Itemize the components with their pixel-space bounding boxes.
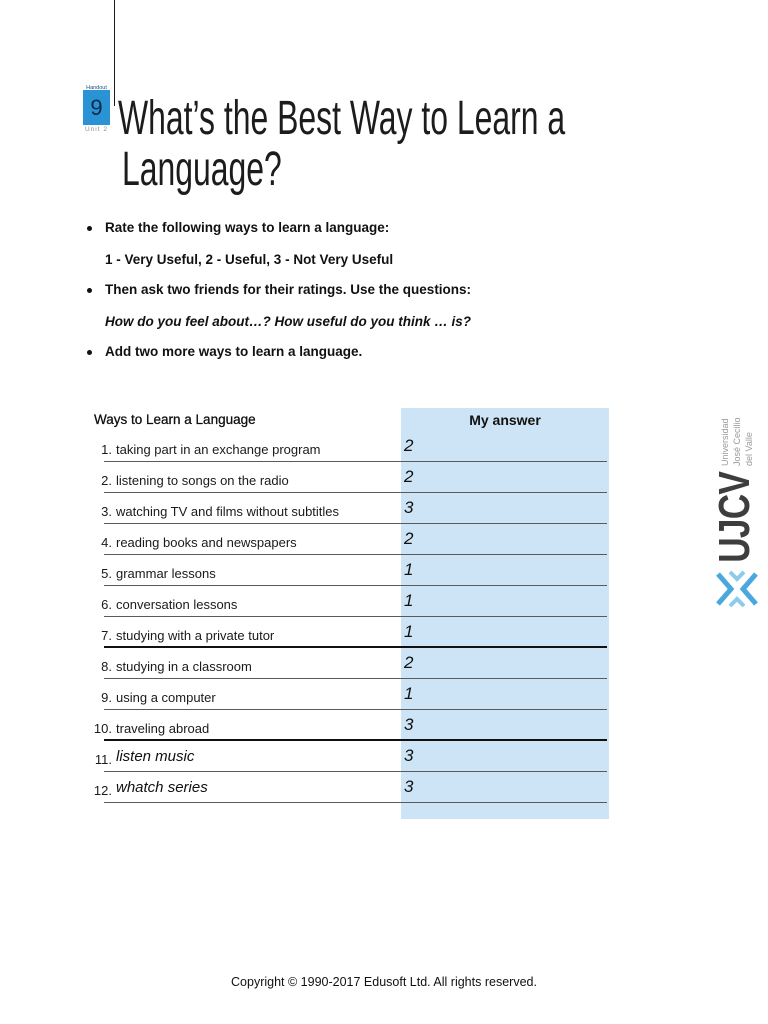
row-number: 8. (101, 659, 112, 674)
my-answer-value: 3 (404, 715, 414, 734)
my-answer-value: 3 (404, 746, 414, 765)
row-number: 4. (101, 535, 112, 550)
handout-label: Handout (86, 85, 107, 91)
table-row (93, 772, 607, 803)
way-label: watching TV and films without subtitles (116, 504, 340, 519)
row-number: 10. (93, 721, 112, 736)
table-row (101, 648, 607, 679)
title-line-1: What’s the Best Way to Learn a (118, 92, 566, 145)
my-answer-value: 2 (404, 436, 414, 455)
instruction-scale: 1 - Very Useful, 2 - Useful, 3 - Not Very Useful (105, 252, 394, 267)
row-number: 12. (93, 783, 112, 798)
university-name-line-2: José Cecilio (732, 417, 742, 466)
column-header-my-answer: My answer (469, 412, 541, 428)
table-row (94, 741, 607, 772)
way-label: conversation lessons (116, 597, 238, 612)
instruction-rate: Rate the following ways to learn a language: (105, 220, 390, 235)
my-answer-value: 2 (404, 653, 414, 672)
mark-chevron-top (730, 572, 744, 579)
university-name-logo-text (719, 410, 755, 466)
my-answer-value: 3 (404, 777, 414, 796)
unit-label: Unit 2 (85, 126, 108, 133)
row-number: 5. (101, 566, 112, 581)
university-name-line-1: Universidad (720, 418, 730, 466)
my-answer-value: 2 (404, 529, 414, 548)
row-number: 9. (101, 690, 112, 705)
my-answer-value: 1 (404, 684, 414, 703)
bullet-dot (87, 288, 92, 293)
column-header-ways: Ways to Learn a Language (94, 412, 256, 427)
way-label: reading books and newspapers (116, 535, 297, 550)
handout-number: 9 (90, 95, 103, 120)
way-label: using a computer (116, 690, 216, 705)
handout-number-badge (83, 90, 110, 125)
way-label-added: listen music (116, 748, 195, 765)
title-line-2: Language? (121, 143, 282, 196)
mark-chevron-left (718, 574, 731, 604)
my-answer-value: 1 (404, 591, 414, 610)
way-label: taking part in an exchange program (116, 442, 321, 457)
my-answer-value: 1 (404, 560, 414, 579)
row-number: 1. (101, 442, 112, 457)
table-row (101, 679, 607, 710)
my-answer-value: 3 (404, 498, 414, 517)
page-title (118, 93, 565, 195)
table-row (101, 524, 607, 555)
ujcv-chevron-mark-icon (714, 569, 760, 609)
header-divider-line (114, 0, 115, 106)
row-number: 7. (101, 628, 112, 643)
table-row (101, 462, 607, 493)
university-name-line-3: del Valle (744, 432, 754, 466)
instruction-ask: Then ask two friends for their ratings. Use the questions: (105, 282, 472, 297)
way-label: traveling abroad (116, 721, 210, 736)
table-row (93, 710, 607, 741)
my-answer-value: 2 (404, 467, 414, 486)
my-answer-value: 1 (404, 622, 414, 641)
ujcv-wordmark-logo: UJCV (710, 472, 759, 563)
instruction-add: Add two more ways to learn a language. (105, 344, 363, 359)
mark-chevron-bottom (730, 599, 744, 606)
way-label-added: whatch series (116, 779, 208, 796)
table-row (101, 617, 607, 648)
way-label: studying in a classroom (116, 659, 252, 674)
way-label: studying with a private tutor (116, 628, 275, 643)
table-row (101, 555, 607, 586)
row-number: 2. (101, 473, 112, 488)
bullet-dot (87, 226, 92, 231)
table-row (101, 431, 607, 462)
table-row (101, 493, 607, 524)
row-number: 6. (101, 597, 112, 612)
copyright-footer: Copyright © 1990-2017 Edusoft Ltd. All rights reserved. (231, 975, 537, 989)
row-number: 11. (94, 752, 112, 767)
bullet-dot (87, 350, 92, 355)
way-label: listening to songs on the radio (116, 473, 289, 488)
table-row (101, 586, 607, 617)
way-label: grammar lessons (116, 566, 216, 581)
instruction-questions: How do you feel about…? How useful do you think … is? (105, 314, 471, 329)
row-number: 3. (101, 504, 112, 519)
mark-chevron-right (743, 574, 756, 604)
